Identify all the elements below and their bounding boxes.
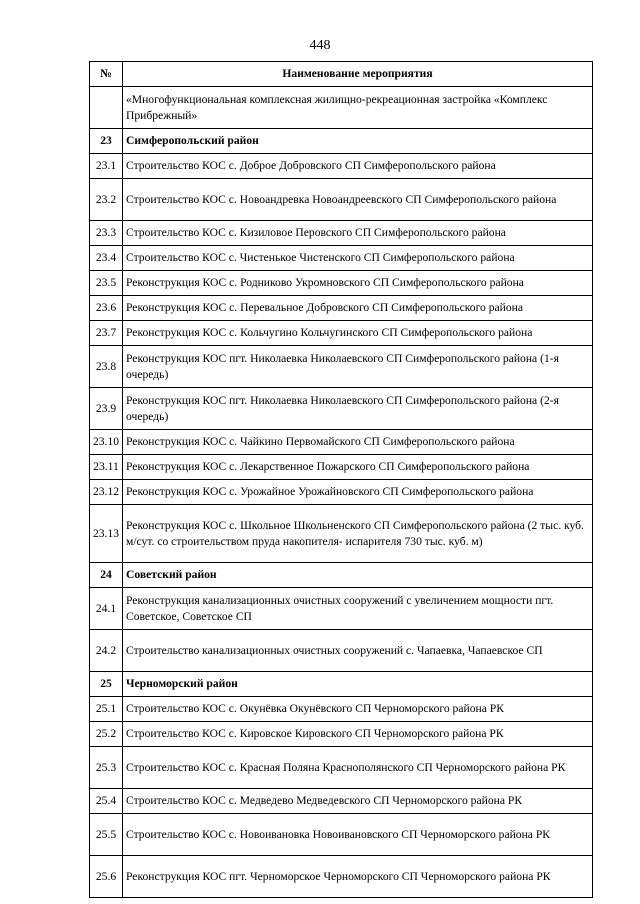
measure-name: Реконструкция КОС пгт. Николаевка Николаевского СП Симферопольского района (2-я очередь) — [123, 388, 593, 430]
row-number: 25.5 — [90, 814, 123, 856]
table-row — [90, 697, 593, 722]
table-row — [90, 221, 593, 246]
table-row — [90, 722, 593, 747]
measure-name: Строительство КОС с. Доброе Добровского СП Симферопольского района — [123, 154, 593, 179]
section-row — [90, 672, 593, 697]
section-title: Черноморский район — [123, 672, 593, 697]
column-header-number: № — [90, 62, 123, 87]
row-number: 23.3 — [90, 221, 123, 246]
table-row — [90, 346, 593, 388]
row-number: 25.4 — [90, 789, 123, 814]
section-row — [90, 563, 593, 588]
row-number: 23.7 — [90, 321, 123, 346]
table-row — [90, 747, 593, 789]
table-row — [90, 179, 593, 221]
measure-name: Реконструкция КОС пгт. Черноморское Черноморского СП Черноморского района РК — [123, 856, 593, 898]
row-number: 23.6 — [90, 296, 123, 321]
section-title: Советский район — [123, 563, 593, 588]
row-number: 24.1 — [90, 588, 123, 630]
table-row — [90, 455, 593, 480]
measure-name: Строительство канализационных очистных сооружений с. Чапаевка, Чапаевское СП — [123, 630, 593, 672]
table-row — [90, 856, 593, 898]
row-number: 23.5 — [90, 271, 123, 296]
table-row — [90, 505, 593, 563]
measure-name: Реконструкция КОС с. Лекарственное Пожарского СП Симферопольского района — [123, 455, 593, 480]
row-number: 23.1 — [90, 154, 123, 179]
table-row — [90, 630, 593, 672]
measure-name: Реконструкция КОС с. Урожайное Урожайновского СП Симферопольского района — [123, 480, 593, 505]
table-row — [90, 388, 593, 430]
measure-name: Реконструкция канализационных очистных сооружений с увеличением мощности пгт. Советское, Советское СП — [123, 588, 593, 630]
table-row — [90, 588, 593, 630]
row-number: 23.4 — [90, 246, 123, 271]
row-number: 23.10 — [90, 430, 123, 455]
row-number: 23 — [90, 129, 123, 154]
page-number: 448 — [309, 38, 331, 53]
row-number: 23.13 — [90, 505, 123, 563]
measure-name: Строительство КОС с. Новоивановка Новоивановского СП Черноморского района РК — [123, 814, 593, 856]
row-number: 23.8 — [90, 346, 123, 388]
measure-name: Строительство КОС с. Красная Поляна Краснополянского СП Черноморского района РК — [123, 747, 593, 789]
table-row — [90, 271, 593, 296]
measures-table — [89, 61, 593, 898]
row-number: 23.12 — [90, 480, 123, 505]
measure-name: Строительство КОС с. Кизиловое Перовского СП Симферопольского района — [123, 221, 593, 246]
column-header-name: Наименование мероприятия — [123, 62, 593, 87]
table-row — [90, 296, 593, 321]
measure-name: Реконструкция КОС с. Кольчугино Кольчугинского СП Симферопольского района — [123, 321, 593, 346]
table-row — [90, 321, 593, 346]
table-row — [90, 87, 593, 129]
table-row — [90, 814, 593, 856]
row-number: 25.2 — [90, 722, 123, 747]
row-number: 23.9 — [90, 388, 123, 430]
row-number: 23.11 — [90, 455, 123, 480]
measure-name: Реконструкция КОС пгт. Николаевка Николаевского СП Симферопольского района (1-я очередь) — [123, 346, 593, 388]
measure-name: Реконструкция КОС с. Перевальное Добровского СП Симферопольского района — [123, 296, 593, 321]
table-row — [90, 430, 593, 455]
table-header-row — [90, 62, 593, 87]
measure-name: «Многофункциональная комплексная жилищно-рекреационная застройка «Комплекс Прибрежный» — [123, 87, 593, 129]
table-row — [90, 789, 593, 814]
row-number: 25.6 — [90, 856, 123, 898]
measure-name: Строительство КОС с. Кировское Кировского СП Черноморского района РК — [123, 722, 593, 747]
row-number — [90, 87, 123, 129]
table-row — [90, 246, 593, 271]
measure-name: Реконструкция КОС с. Чайкино Первомайского СП Симферопольского района — [123, 430, 593, 455]
measure-name: Строительство КОС с. Окунёвка Окунёвского СП Черноморского района РК — [123, 697, 593, 722]
section-title: Симферопольский район — [123, 129, 593, 154]
row-number: 23.2 — [90, 179, 123, 221]
table-row — [90, 154, 593, 179]
row-number: 25.3 — [90, 747, 123, 789]
table-row — [90, 480, 593, 505]
measure-name: Строительство КОС с. Медведево Медведевского СП Черноморского района РК — [123, 789, 593, 814]
row-number: 25 — [90, 672, 123, 697]
row-number: 24.2 — [90, 630, 123, 672]
measure-name: Реконструкция КОС с. Родниково Укромновского СП Симферопольского района — [123, 271, 593, 296]
table-body — [90, 87, 593, 898]
row-number: 25.1 — [90, 697, 123, 722]
measure-name: Реконструкция КОС с. Школьное Школьненского СП Симферопольского района (2 тыс. куб. м/сут. со строительством пруда накопителя- испарителя 730 тыс. куб. м) — [123, 505, 593, 563]
measure-name: Строительство КОС с. Новоандревка Новоандреевского СП Симферопольского района — [123, 179, 593, 221]
row-number: 24 — [90, 563, 123, 588]
section-row — [90, 129, 593, 154]
measure-name: Строительство КОС с. Чистенькое Чистенского СП Симферопольского района — [123, 246, 593, 271]
